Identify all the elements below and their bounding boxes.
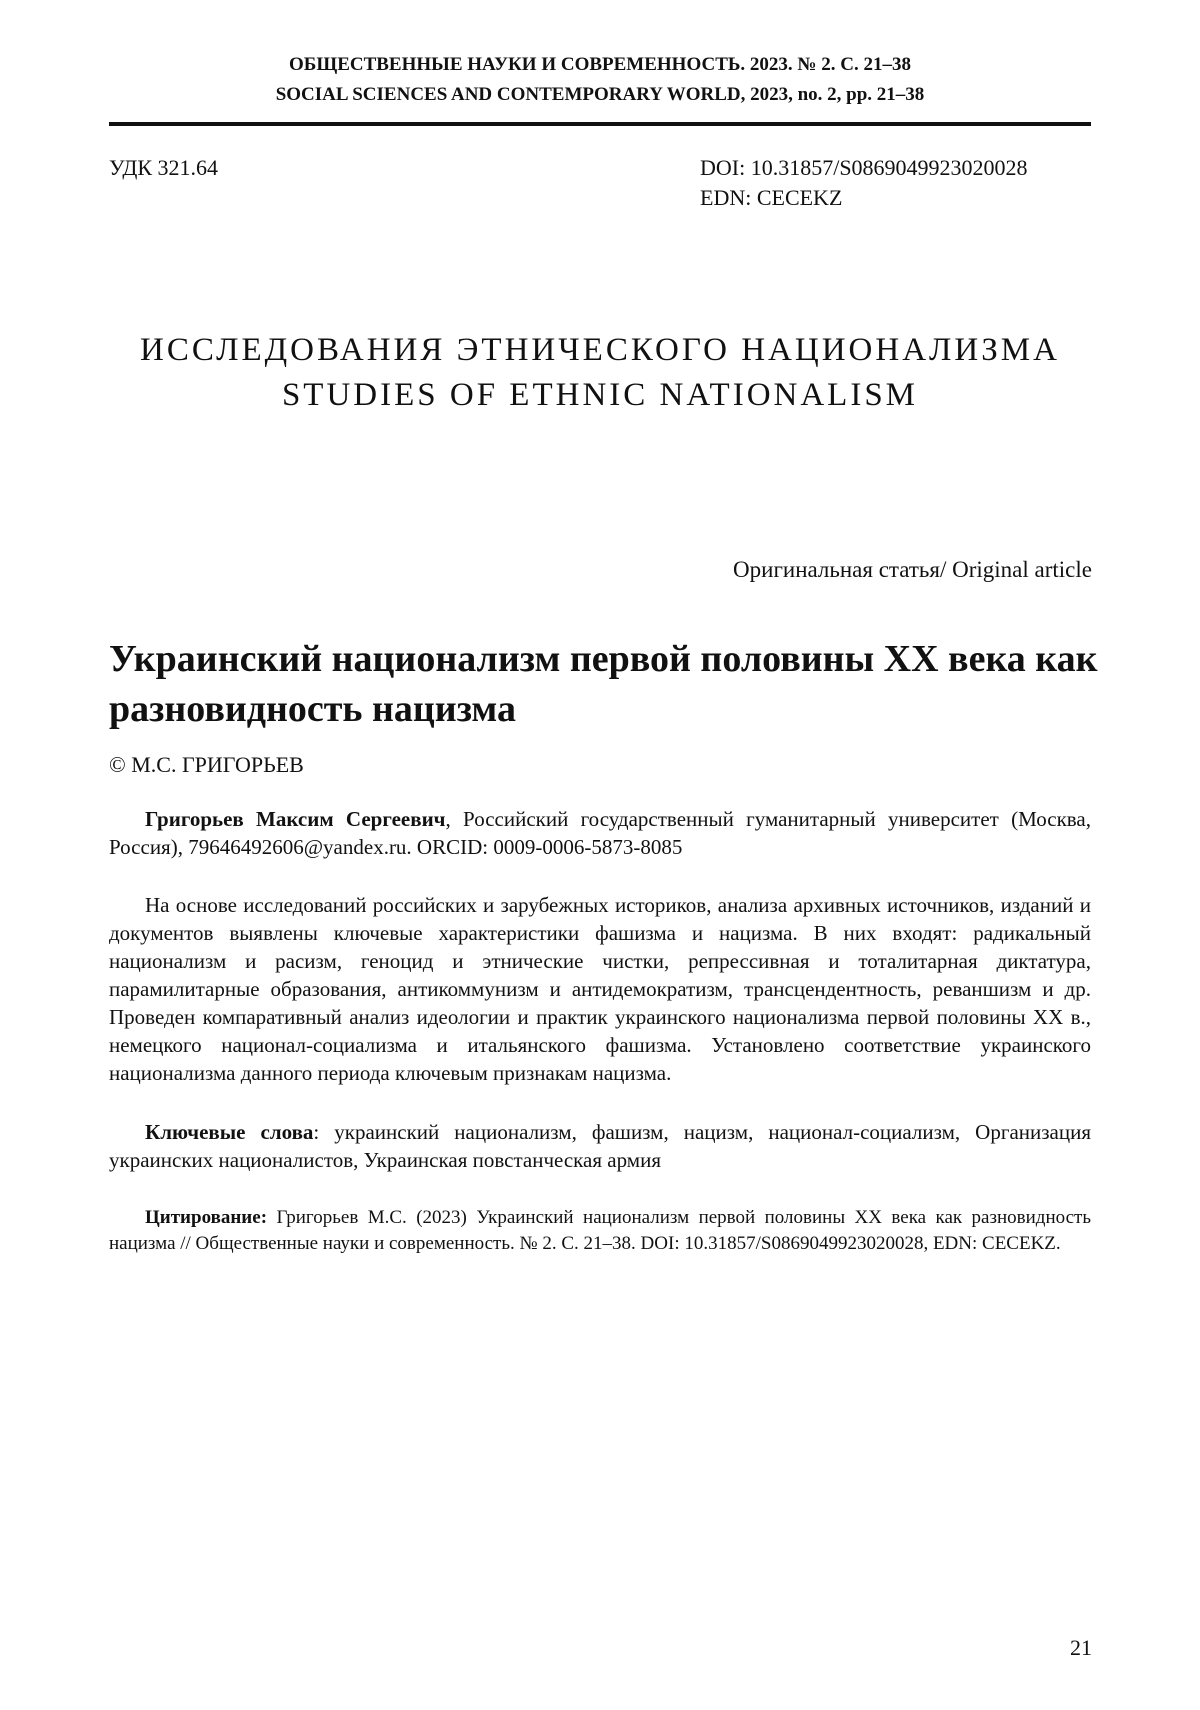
citation — [109, 1205, 1091, 1257]
author-info — [109, 805, 1091, 861]
citation-label: Цитирование: — [145, 1207, 268, 1228]
journal-header — [0, 50, 1200, 110]
keywords — [109, 1118, 1091, 1174]
author-affiliation: , Российский государственный гуманитарный университет (Москва, Россия), 79646492606@yandex.ru. ORCID: 0009-0006-5873-8085 — [109, 807, 1091, 859]
journal-header-ru: ОБЩЕСТВЕННЫЕ НАУКИ И СОВРЕМЕННОСТЬ. 2023. № 2. С. 21–38 — [288, 54, 911, 75]
keywords-label: Ключевые слова — [145, 1120, 314, 1144]
edn: EDN: CECEKZ — [700, 185, 843, 210]
page-number: 21 — [1070, 1635, 1092, 1660]
author-name: Григорьев Максим Сергеевич — [145, 807, 446, 831]
citation-text: Григорьев М.С. (2023) Украинский национализм первой половины ХХ века как разновидность нацизма // Общественные науки и современность. № 2. С. 21–38. DOI: 10.31857/S0869049923020028, EDN: CECEKZ. — [109, 1207, 1091, 1254]
doi: DOI: 10.31857/S0869049923020028 — [700, 155, 1028, 180]
keywords-text: : украинский национализм, фашизм, нацизм, национал-социализм, Организация украинских националистов, Украинская повстанческая армия — [109, 1120, 1091, 1172]
section-title-en: STUDIES OF ETHNIC NATIONALISM — [281, 377, 919, 413]
section-title — [0, 328, 1200, 418]
article-type: Оригинальная статья/ Original article — [733, 557, 1092, 582]
copyright-author: © М.С. ГРИГОРЬЕВ — [109, 752, 304, 777]
article-identifiers — [700, 153, 1028, 213]
udk-code: УДК 321.64 — [109, 155, 219, 180]
abstract: На основе исследований российских и зарубежных историков, анализа архивных источников, изданий и документов выявлены ключевые характеристики фашизма и нацизма. В них входят: радикальный национализм и расизм, геноцид и этнические чистки, репрессивная и тоталитарная диктатура, парамилитарные образования, антикоммунизм и антидемократизм, трансцендентность, реваншизм и др. Проведен компаративный анализ идеологии и практик украинского национализма первой половины ХХ в., немецкого национал-социализма и итальянского фашизма. Установлено соответствие украинского национализма данного периода ключевым признакам нацизма. — [109, 893, 1091, 1085]
section-title-ru: ИССЛЕДОВАНИЯ ЭТНИЧЕСКОГО НАЦИОНАЛИЗМА — [140, 332, 1060, 368]
header-divider — [109, 122, 1091, 126]
article-title: Украинский национализм первой половины ХХ века как разновидность нацизма — [109, 638, 1098, 730]
journal-header-en: SOCIAL SCIENCES AND CONTEMPORARY WORLD, 2023, no. 2, pp. 21–38 — [275, 84, 925, 105]
